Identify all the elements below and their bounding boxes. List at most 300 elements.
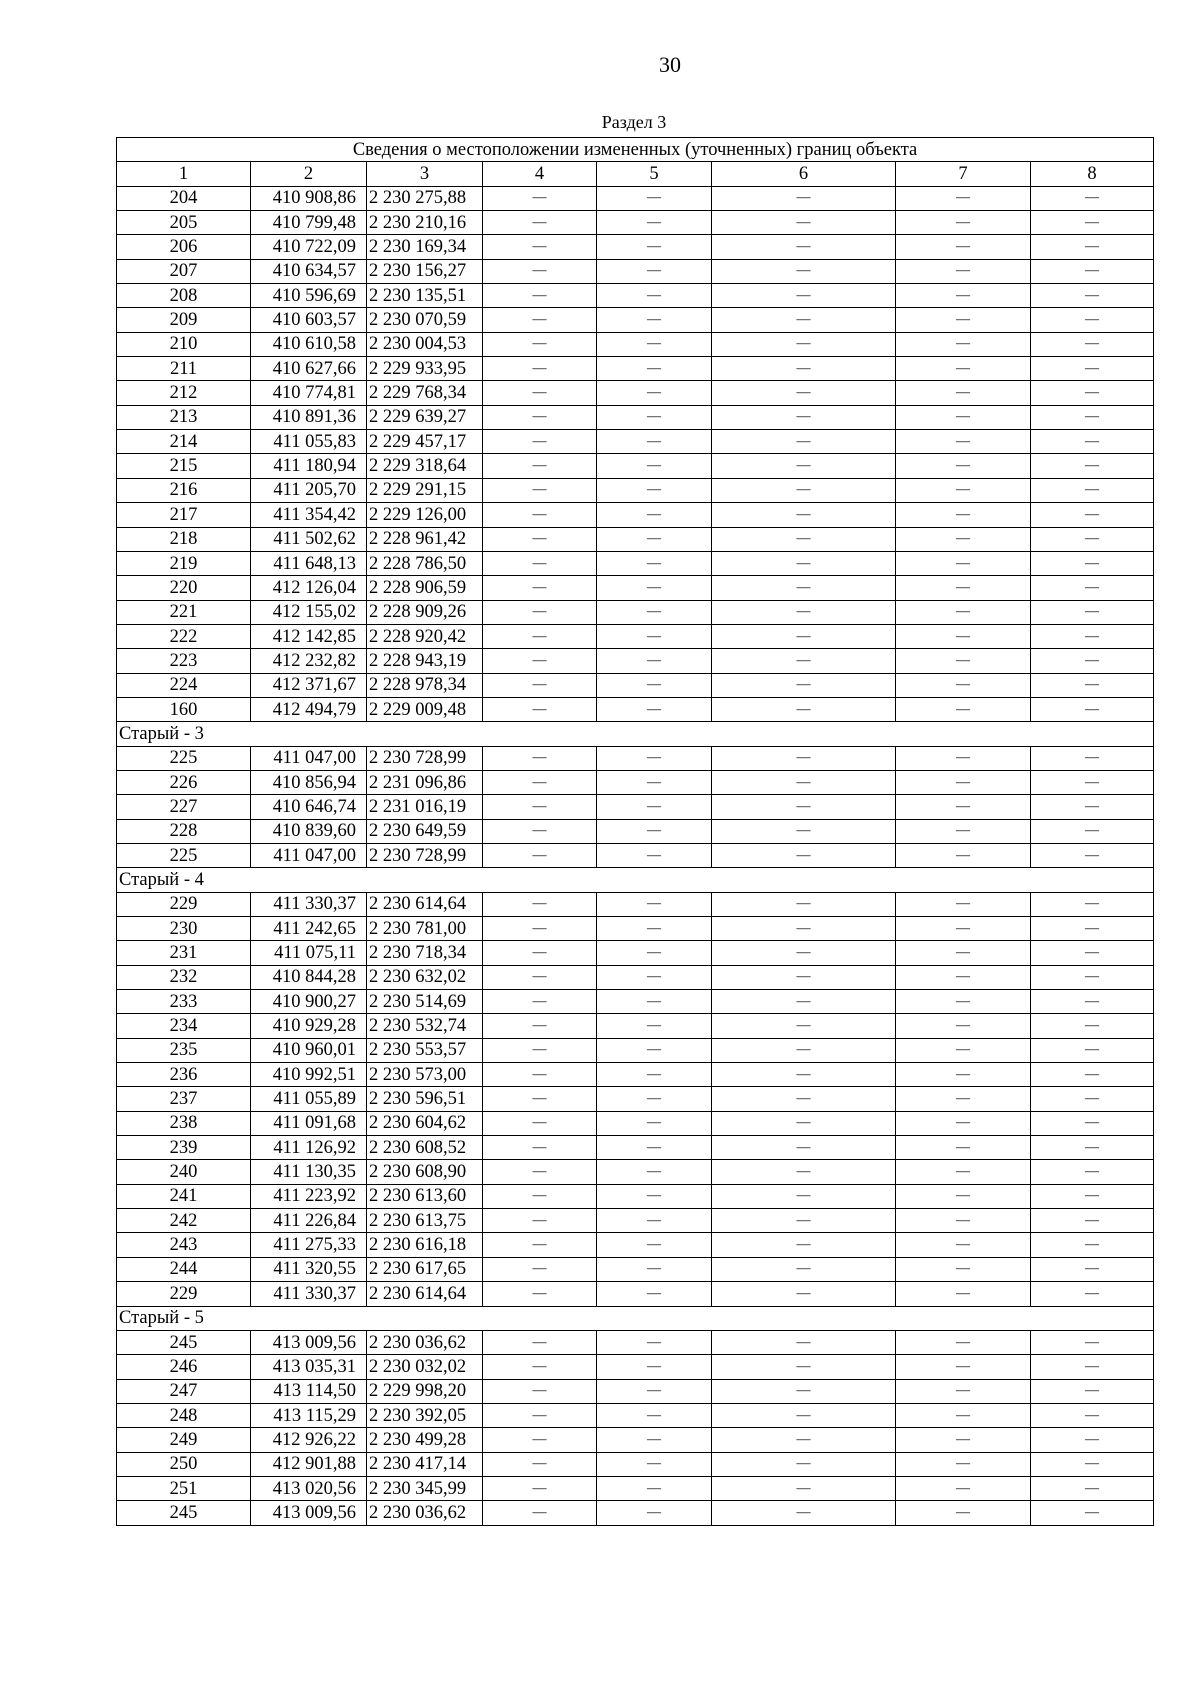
- table-row: [117, 673, 1154, 697]
- x-coordinate-cell: 410 900,27: [251, 990, 367, 1014]
- point-number-cell: 237: [117, 1087, 251, 1111]
- empty-value-cell: —: [597, 576, 712, 600]
- empty-value-cell: —: [1031, 770, 1154, 794]
- y-coordinate-cell: 2 230 070,59: [367, 308, 483, 332]
- point-number-cell: 229: [117, 1282, 251, 1306]
- empty-value-cell: —: [597, 819, 712, 843]
- empty-value-cell: —: [896, 430, 1031, 454]
- column-number: 7: [896, 162, 1031, 186]
- empty-value-cell: —: [712, 697, 896, 721]
- empty-value-cell: —: [597, 527, 712, 551]
- table-row: [117, 1403, 1154, 1427]
- empty-value-cell: —: [896, 1257, 1031, 1281]
- y-coordinate-cell: 2 230 649,59: [367, 819, 483, 843]
- empty-value-cell: —: [712, 454, 896, 478]
- empty-value-cell: —: [1031, 892, 1154, 916]
- x-coordinate-cell: 410 908,86: [251, 186, 367, 210]
- empty-value-cell: —: [712, 673, 896, 697]
- empty-value-cell: —: [1031, 673, 1154, 697]
- empty-value-cell: —: [712, 576, 896, 600]
- x-coordinate-cell: 413 114,50: [251, 1379, 367, 1403]
- x-coordinate-cell: 410 774,81: [251, 381, 367, 405]
- point-number-cell: 243: [117, 1233, 251, 1257]
- empty-value-cell: —: [597, 1452, 712, 1476]
- empty-value-cell: —: [712, 1403, 896, 1427]
- point-number-cell: 207: [117, 259, 251, 283]
- point-number-cell: 228: [117, 819, 251, 843]
- empty-value-cell: —: [483, 1233, 597, 1257]
- table-row: [117, 1428, 1154, 1452]
- empty-value-cell: —: [483, 454, 597, 478]
- x-coordinate-cell: 411 226,84: [251, 1209, 367, 1233]
- point-number-cell: 231: [117, 941, 251, 965]
- empty-value-cell: —: [483, 795, 597, 819]
- empty-value-cell: —: [712, 211, 896, 235]
- empty-value-cell: —: [483, 1428, 597, 1452]
- table-row: [117, 235, 1154, 259]
- empty-value-cell: —: [597, 843, 712, 867]
- empty-value-cell: —: [712, 1355, 896, 1379]
- table-row: [117, 941, 1154, 965]
- empty-value-cell: —: [1031, 1184, 1154, 1208]
- point-number-cell: 241: [117, 1184, 251, 1208]
- empty-value-cell: —: [712, 405, 896, 429]
- empty-value-cell: —: [896, 211, 1031, 235]
- x-coordinate-cell: 412 126,04: [251, 576, 367, 600]
- point-number-cell: 244: [117, 1257, 251, 1281]
- table-row: [117, 211, 1154, 235]
- x-coordinate-cell: 413 035,31: [251, 1355, 367, 1379]
- table-row: [117, 1136, 1154, 1160]
- empty-value-cell: —: [483, 746, 597, 770]
- point-number-cell: 219: [117, 551, 251, 575]
- empty-value-cell: —: [712, 381, 896, 405]
- table-row: [117, 600, 1154, 624]
- table-row: [117, 1111, 1154, 1135]
- empty-value-cell: —: [896, 357, 1031, 381]
- empty-value-cell: —: [483, 381, 597, 405]
- empty-value-cell: —: [483, 1136, 597, 1160]
- empty-value-cell: —: [712, 1136, 896, 1160]
- empty-value-cell: —: [1031, 1452, 1154, 1476]
- empty-value-cell: —: [597, 478, 712, 502]
- empty-value-cell: —: [896, 819, 1031, 843]
- empty-value-cell: —: [896, 1379, 1031, 1403]
- y-coordinate-cell: 2 228 920,42: [367, 624, 483, 648]
- point-number-cell: 240: [117, 1160, 251, 1184]
- table-row: [117, 503, 1154, 527]
- empty-value-cell: —: [896, 795, 1031, 819]
- empty-value-cell: —: [712, 1428, 896, 1452]
- empty-value-cell: —: [483, 1452, 597, 1476]
- empty-value-cell: —: [896, 308, 1031, 332]
- empty-value-cell: —: [1031, 551, 1154, 575]
- empty-value-cell: —: [712, 1257, 896, 1281]
- empty-value-cell: —: [712, 795, 896, 819]
- empty-value-cell: —: [1031, 1038, 1154, 1062]
- empty-value-cell: —: [1031, 1136, 1154, 1160]
- point-number-cell: 225: [117, 746, 251, 770]
- point-number-cell: 227: [117, 795, 251, 819]
- y-coordinate-cell: 2 230 499,28: [367, 1428, 483, 1452]
- table-row: [117, 1476, 1154, 1500]
- empty-value-cell: —: [1031, 965, 1154, 989]
- group-label: Старый - 3: [117, 722, 1154, 746]
- x-coordinate-cell: 412 155,02: [251, 600, 367, 624]
- table-row: [117, 454, 1154, 478]
- table-row: [117, 1233, 1154, 1257]
- table-row: [117, 795, 1154, 819]
- table-row: [117, 1330, 1154, 1354]
- x-coordinate-cell: 410 610,58: [251, 332, 367, 356]
- empty-value-cell: —: [597, 1233, 712, 1257]
- y-coordinate-cell: 2 230 604,62: [367, 1111, 483, 1135]
- table-row: [117, 1087, 1154, 1111]
- table-row: [117, 576, 1154, 600]
- point-number-cell: 245: [117, 1330, 251, 1354]
- x-coordinate-cell: 410 844,28: [251, 965, 367, 989]
- empty-value-cell: —: [1031, 746, 1154, 770]
- table-row: [117, 649, 1154, 673]
- point-number-cell: 210: [117, 332, 251, 356]
- empty-value-cell: —: [712, 1063, 896, 1087]
- point-number-cell: 248: [117, 1403, 251, 1427]
- empty-value-cell: —: [483, 1063, 597, 1087]
- empty-value-cell: —: [483, 819, 597, 843]
- point-number-cell: 223: [117, 649, 251, 673]
- empty-value-cell: —: [896, 1476, 1031, 1500]
- empty-value-cell: —: [712, 527, 896, 551]
- empty-value-cell: —: [712, 1476, 896, 1500]
- empty-value-cell: —: [1031, 1257, 1154, 1281]
- empty-value-cell: —: [896, 1111, 1031, 1135]
- x-coordinate-cell: 411 180,94: [251, 454, 367, 478]
- point-number-cell: 220: [117, 576, 251, 600]
- y-coordinate-cell: 2 230 728,99: [367, 746, 483, 770]
- empty-value-cell: —: [712, 478, 896, 502]
- empty-value-cell: —: [483, 1038, 597, 1062]
- point-number-cell: 232: [117, 965, 251, 989]
- point-number-cell: 236: [117, 1063, 251, 1087]
- empty-value-cell: —: [483, 1403, 597, 1427]
- empty-value-cell: —: [896, 1038, 1031, 1062]
- empty-value-cell: —: [1031, 503, 1154, 527]
- empty-value-cell: —: [896, 332, 1031, 356]
- y-coordinate-cell: 2 228 786,50: [367, 551, 483, 575]
- table-row: [117, 990, 1154, 1014]
- empty-value-cell: —: [483, 1476, 597, 1500]
- empty-value-cell: —: [1031, 697, 1154, 721]
- empty-value-cell: —: [1031, 843, 1154, 867]
- empty-value-cell: —: [597, 917, 712, 941]
- x-coordinate-cell: 413 009,56: [251, 1330, 367, 1354]
- empty-value-cell: —: [896, 1452, 1031, 1476]
- y-coordinate-cell: 2 230 613,60: [367, 1184, 483, 1208]
- empty-value-cell: —: [597, 1209, 712, 1233]
- y-coordinate-cell: 2 230 169,34: [367, 235, 483, 259]
- empty-value-cell: —: [896, 990, 1031, 1014]
- empty-value-cell: —: [597, 1014, 712, 1038]
- empty-value-cell: —: [1031, 795, 1154, 819]
- empty-value-cell: —: [712, 308, 896, 332]
- column-number: 8: [1031, 162, 1154, 186]
- empty-value-cell: —: [712, 357, 896, 381]
- empty-value-cell: —: [483, 1184, 597, 1208]
- x-coordinate-cell: 413 009,56: [251, 1501, 367, 1525]
- column-number-row: [117, 162, 1154, 186]
- empty-value-cell: —: [712, 259, 896, 283]
- empty-value-cell: —: [483, 1282, 597, 1306]
- table-body: [117, 138, 1154, 1526]
- empty-value-cell: —: [712, 649, 896, 673]
- empty-value-cell: —: [896, 1233, 1031, 1257]
- point-number-cell: 213: [117, 405, 251, 429]
- empty-value-cell: —: [712, 235, 896, 259]
- empty-value-cell: —: [896, 892, 1031, 916]
- empty-value-cell: —: [896, 1403, 1031, 1427]
- point-number-cell: 233: [117, 990, 251, 1014]
- empty-value-cell: —: [597, 1428, 712, 1452]
- empty-value-cell: —: [712, 1087, 896, 1111]
- empty-value-cell: —: [597, 746, 712, 770]
- empty-value-cell: —: [712, 1330, 896, 1354]
- table-row: [117, 770, 1154, 794]
- page-number: 30: [659, 52, 681, 77]
- point-number-cell: 160: [117, 697, 251, 721]
- y-coordinate-cell: 2 230 728,99: [367, 843, 483, 867]
- empty-value-cell: —: [896, 1136, 1031, 1160]
- y-coordinate-cell: 2 230 608,52: [367, 1136, 483, 1160]
- empty-value-cell: —: [483, 600, 597, 624]
- x-coordinate-cell: 412 901,88: [251, 1452, 367, 1476]
- empty-value-cell: —: [896, 1209, 1031, 1233]
- group-row: [117, 868, 1154, 892]
- empty-value-cell: —: [483, 843, 597, 867]
- empty-value-cell: —: [712, 332, 896, 356]
- y-coordinate-cell: 2 229 291,15: [367, 478, 483, 502]
- empty-value-cell: —: [1031, 1330, 1154, 1354]
- empty-value-cell: —: [712, 600, 896, 624]
- empty-value-cell: —: [712, 1379, 896, 1403]
- empty-value-cell: —: [1031, 1063, 1154, 1087]
- empty-value-cell: —: [896, 1355, 1031, 1379]
- x-coordinate-cell: 412 371,67: [251, 673, 367, 697]
- empty-value-cell: —: [712, 551, 896, 575]
- empty-value-cell: —: [712, 1184, 896, 1208]
- empty-value-cell: —: [1031, 1014, 1154, 1038]
- point-number-cell: 251: [117, 1476, 251, 1500]
- empty-value-cell: —: [483, 332, 597, 356]
- empty-value-cell: —: [1031, 308, 1154, 332]
- empty-value-cell: —: [1031, 235, 1154, 259]
- empty-value-cell: —: [896, 917, 1031, 941]
- table-row: [117, 697, 1154, 721]
- y-coordinate-cell: 2 229 998,20: [367, 1379, 483, 1403]
- empty-value-cell: —: [1031, 454, 1154, 478]
- x-coordinate-cell: 410 627,66: [251, 357, 367, 381]
- empty-value-cell: —: [597, 600, 712, 624]
- empty-value-cell: —: [896, 259, 1031, 283]
- x-coordinate-cell: 411 126,92: [251, 1136, 367, 1160]
- table-row: [117, 1014, 1154, 1038]
- empty-value-cell: —: [896, 381, 1031, 405]
- column-number: 2: [251, 162, 367, 186]
- empty-value-cell: —: [483, 211, 597, 235]
- empty-value-cell: —: [1031, 600, 1154, 624]
- empty-value-cell: —: [597, 697, 712, 721]
- empty-value-cell: —: [1031, 1087, 1154, 1111]
- empty-value-cell: —: [1031, 357, 1154, 381]
- point-number-cell: 249: [117, 1428, 251, 1452]
- column-number: 6: [712, 162, 896, 186]
- x-coordinate-cell: 411 275,33: [251, 1233, 367, 1257]
- caption-row: [117, 138, 1154, 162]
- table-row: [117, 1063, 1154, 1087]
- empty-value-cell: —: [483, 1501, 597, 1525]
- empty-value-cell: —: [597, 430, 712, 454]
- empty-value-cell: —: [597, 1038, 712, 1062]
- y-coordinate-cell: 2 230 616,18: [367, 1233, 483, 1257]
- empty-value-cell: —: [483, 770, 597, 794]
- empty-value-cell: —: [597, 259, 712, 283]
- y-coordinate-cell: 2 230 608,90: [367, 1160, 483, 1184]
- point-number-cell: 212: [117, 381, 251, 405]
- point-number-cell: 226: [117, 770, 251, 794]
- y-coordinate-cell: 2 230 004,53: [367, 332, 483, 356]
- empty-value-cell: —: [896, 770, 1031, 794]
- table-row: [117, 259, 1154, 283]
- empty-value-cell: —: [483, 1111, 597, 1135]
- x-coordinate-cell: 410 891,36: [251, 405, 367, 429]
- point-number-cell: 242: [117, 1209, 251, 1233]
- empty-value-cell: —: [1031, 1111, 1154, 1135]
- empty-value-cell: —: [1031, 819, 1154, 843]
- empty-value-cell: —: [712, 1501, 896, 1525]
- empty-value-cell: —: [597, 551, 712, 575]
- empty-value-cell: —: [483, 697, 597, 721]
- empty-value-cell: —: [896, 235, 1031, 259]
- empty-value-cell: —: [597, 1379, 712, 1403]
- empty-value-cell: —: [483, 551, 597, 575]
- group-label: Старый - 4: [117, 868, 1154, 892]
- empty-value-cell: —: [483, 1355, 597, 1379]
- empty-value-cell: —: [896, 673, 1031, 697]
- empty-value-cell: —: [483, 405, 597, 429]
- empty-value-cell: —: [896, 600, 1031, 624]
- empty-value-cell: —: [712, 1452, 896, 1476]
- empty-value-cell: —: [1031, 478, 1154, 502]
- empty-value-cell: —: [597, 1476, 712, 1500]
- y-coordinate-cell: 2 230 032,02: [367, 1355, 483, 1379]
- group-label: Старый - 5: [117, 1306, 1154, 1330]
- empty-value-cell: —: [896, 1330, 1031, 1354]
- y-coordinate-cell: 2 229 318,64: [367, 454, 483, 478]
- empty-value-cell: —: [712, 503, 896, 527]
- empty-value-cell: —: [597, 1501, 712, 1525]
- empty-value-cell: —: [1031, 917, 1154, 941]
- table-row: [117, 430, 1154, 454]
- empty-value-cell: —: [483, 649, 597, 673]
- empty-value-cell: —: [896, 1501, 1031, 1525]
- empty-value-cell: —: [483, 990, 597, 1014]
- point-number-cell: 204: [117, 186, 251, 210]
- empty-value-cell: —: [483, 1257, 597, 1281]
- empty-value-cell: —: [712, 186, 896, 210]
- x-coordinate-cell: 410 960,01: [251, 1038, 367, 1062]
- y-coordinate-cell: 2 230 718,34: [367, 941, 483, 965]
- empty-value-cell: —: [712, 1282, 896, 1306]
- x-coordinate-cell: 411 047,00: [251, 746, 367, 770]
- x-coordinate-cell: 413 020,56: [251, 1476, 367, 1500]
- empty-value-cell: —: [712, 843, 896, 867]
- empty-value-cell: —: [483, 503, 597, 527]
- empty-value-cell: —: [483, 941, 597, 965]
- empty-value-cell: —: [712, 990, 896, 1014]
- empty-value-cell: —: [1031, 990, 1154, 1014]
- empty-value-cell: —: [597, 1355, 712, 1379]
- empty-value-cell: —: [896, 186, 1031, 210]
- x-coordinate-cell: 410 856,94: [251, 770, 367, 794]
- empty-value-cell: —: [896, 843, 1031, 867]
- empty-value-cell: —: [1031, 1160, 1154, 1184]
- empty-value-cell: —: [896, 478, 1031, 502]
- table-row: [117, 965, 1154, 989]
- table-row: [117, 1379, 1154, 1403]
- empty-value-cell: —: [712, 1233, 896, 1257]
- y-coordinate-cell: 2 230 573,00: [367, 1063, 483, 1087]
- empty-value-cell: —: [1031, 576, 1154, 600]
- y-coordinate-cell: 2 230 614,64: [367, 892, 483, 916]
- empty-value-cell: —: [597, 308, 712, 332]
- x-coordinate-cell: 410 799,48: [251, 211, 367, 235]
- table-row: [117, 624, 1154, 648]
- empty-value-cell: —: [712, 1111, 896, 1135]
- empty-value-cell: —: [597, 1330, 712, 1354]
- empty-value-cell: —: [1031, 1233, 1154, 1257]
- empty-value-cell: —: [896, 624, 1031, 648]
- empty-value-cell: —: [712, 430, 896, 454]
- empty-value-cell: —: [896, 454, 1031, 478]
- empty-value-cell: —: [483, 624, 597, 648]
- empty-value-cell: —: [712, 746, 896, 770]
- empty-value-cell: —: [483, 430, 597, 454]
- empty-value-cell: —: [597, 503, 712, 527]
- point-number-cell: 246: [117, 1355, 251, 1379]
- empty-value-cell: —: [1031, 405, 1154, 429]
- empty-value-cell: —: [483, 357, 597, 381]
- column-number: 5: [597, 162, 712, 186]
- x-coordinate-cell: 410 646,74: [251, 795, 367, 819]
- empty-value-cell: —: [712, 1038, 896, 1062]
- table-row: [117, 186, 1154, 210]
- table-row: [117, 1160, 1154, 1184]
- point-number-cell: 229: [117, 892, 251, 916]
- empty-value-cell: —: [896, 551, 1031, 575]
- y-coordinate-cell: 2 230 553,57: [367, 1038, 483, 1062]
- y-coordinate-cell: 2 228 961,42: [367, 527, 483, 551]
- empty-value-cell: —: [712, 624, 896, 648]
- x-coordinate-cell: 412 926,22: [251, 1428, 367, 1452]
- y-coordinate-cell: 2 230 156,27: [367, 259, 483, 283]
- x-coordinate-cell: 410 722,09: [251, 235, 367, 259]
- empty-value-cell: —: [1031, 624, 1154, 648]
- table-row: [117, 917, 1154, 941]
- empty-value-cell: —: [597, 673, 712, 697]
- empty-value-cell: —: [712, 917, 896, 941]
- empty-value-cell: —: [1031, 186, 1154, 210]
- point-number-cell: 217: [117, 503, 251, 527]
- point-number-cell: 247: [117, 1379, 251, 1403]
